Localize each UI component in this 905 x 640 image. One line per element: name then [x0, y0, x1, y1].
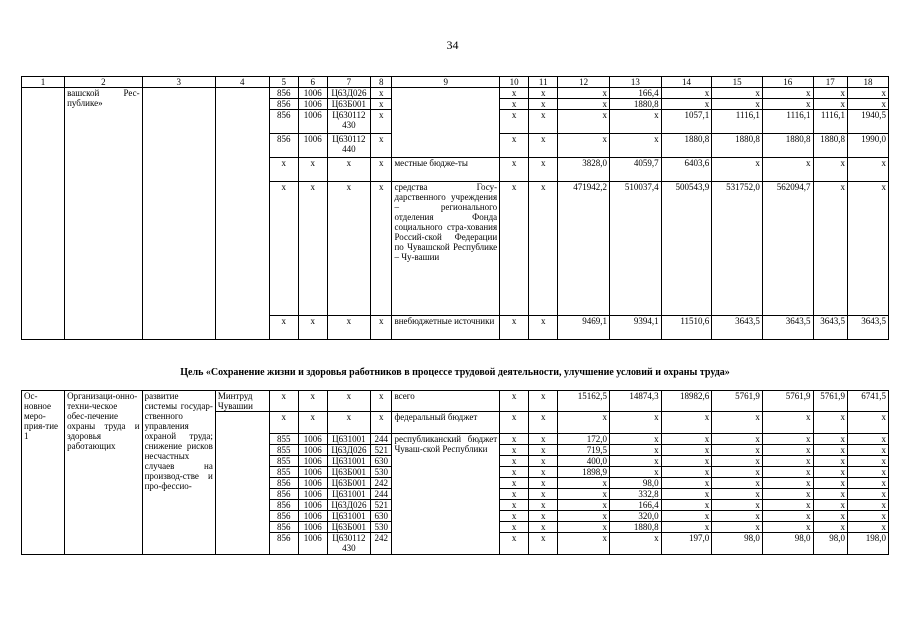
section-cell: 1006 — [298, 134, 327, 158]
value-c11: х — [529, 500, 558, 511]
value-c12: 471942,2 — [558, 182, 610, 316]
value-c10: х — [500, 500, 529, 511]
section-cell: 1006 — [298, 88, 327, 99]
value-c13: 4059,7 — [609, 158, 661, 182]
value-c10: х — [500, 489, 529, 500]
expense-type-cell: 244 — [370, 434, 392, 445]
value-c17: 1880,8 — [813, 134, 847, 158]
value-c12: х — [558, 500, 610, 511]
target-article-cell: х — [327, 412, 370, 434]
column-number-15: 15 — [712, 77, 763, 88]
value-c17: 3643,5 — [813, 316, 847, 340]
value-c17: х — [813, 158, 847, 182]
value-c16: х — [762, 412, 813, 434]
executor-cell: Минтруд Чувашии — [215, 391, 269, 412]
value-c14: х — [661, 445, 712, 456]
value-c10: х — [500, 412, 529, 434]
value-c14: х — [661, 489, 712, 500]
target-article-cell: Ц631001 — [327, 434, 370, 445]
page-number: 34 — [446, 38, 459, 52]
expense-type-cell: х — [370, 158, 392, 182]
value-c12: х — [558, 88, 610, 99]
value-c17: х — [813, 445, 847, 456]
cell-col3 — [142, 88, 215, 340]
funding-source-cell — [392, 88, 500, 158]
value-c11: х — [529, 511, 558, 522]
value-c11: х — [529, 316, 558, 340]
column-number-11: 11 — [529, 77, 558, 88]
value-c15: х — [712, 434, 763, 445]
value-c17: х — [813, 500, 847, 511]
grbs-cell: 856 — [269, 88, 298, 99]
target-article-cell: Ц63Б001 — [327, 522, 370, 533]
value-c12: 9469,1 — [558, 316, 610, 340]
value-c12: х — [558, 110, 610, 134]
value-c15: х — [712, 478, 763, 489]
value-c10: х — [500, 182, 529, 316]
value-c10: х — [500, 511, 529, 522]
grbs-cell: 855 — [269, 434, 298, 445]
value-c16: х — [762, 445, 813, 456]
column-number-2: 2 — [65, 77, 143, 88]
value-c17: х — [813, 467, 847, 478]
program-name-cell: вашской Рес-публике» — [65, 88, 143, 340]
value-c16: х — [762, 467, 813, 478]
funding-source-cell: федеральный бюджет — [392, 412, 500, 434]
value-c16: х — [762, 500, 813, 511]
grbs-cell: х — [269, 316, 298, 340]
section-cell: 1006 — [298, 533, 327, 555]
value-c10: х — [500, 478, 529, 489]
value-c16: х — [762, 478, 813, 489]
value-c17: х — [813, 182, 847, 316]
value-c16: х — [762, 434, 813, 445]
value-c13: 166,4 — [609, 500, 661, 511]
value-c16: х — [762, 489, 813, 500]
expense-type-cell: х — [370, 182, 392, 316]
value-c16: 98,0 — [762, 533, 813, 555]
value-c17: х — [813, 522, 847, 533]
value-c10: х — [500, 134, 529, 158]
grbs-cell: 856 — [269, 489, 298, 500]
value-c18: 3643,5 — [847, 316, 888, 340]
grbs-cell: 856 — [269, 522, 298, 533]
value-c18: х — [847, 434, 888, 445]
activity-number-cell: Ос-новное меро-прия-тие 1 — [22, 391, 65, 555]
funding-source-cell: средства Госу-дарственного учреждения – регионального отделения Фонда социального стра-хования Россий-ской Федерации по Чувашской Республике – Чу-вашии — [392, 182, 500, 316]
table-row — [22, 391, 889, 412]
expense-type-cell: х — [370, 110, 392, 134]
target-article-cell: х — [327, 316, 370, 340]
value-c16: х — [762, 511, 813, 522]
column-number-18: 18 — [847, 77, 888, 88]
value-c16: 1880,8 — [762, 134, 813, 158]
column-number-5: 5 — [269, 77, 298, 88]
value-c14: 1057,1 — [661, 110, 712, 134]
section-cell: 1006 — [298, 434, 327, 445]
value-c18: х — [847, 522, 888, 533]
column-number-4: 4 — [215, 77, 269, 88]
value-c18: х — [847, 467, 888, 478]
target-article-cell: Ц630112 430 — [327, 533, 370, 555]
value-c10: х — [500, 316, 529, 340]
value-c17: х — [813, 489, 847, 500]
value-c11: х — [529, 134, 558, 158]
value-c10: х — [500, 88, 529, 99]
expense-type-cell: 630 — [370, 511, 392, 522]
grbs-cell: 856 — [269, 110, 298, 134]
column-number-8: 8 — [370, 77, 392, 88]
grbs-cell: 856 — [269, 134, 298, 158]
section-cell: х — [298, 316, 327, 340]
column-number-16: 16 — [762, 77, 813, 88]
value-c15: х — [712, 99, 763, 110]
value-c15: 3643,5 — [712, 316, 763, 340]
value-c14: х — [661, 467, 712, 478]
value-c17: х — [813, 456, 847, 467]
value-c17: 98,0 — [813, 533, 847, 555]
section-cell: 1006 — [298, 445, 327, 456]
value-c11: х — [529, 88, 558, 99]
section-cell: 1006 — [298, 511, 327, 522]
funding-source-cell: всего — [392, 391, 500, 412]
section-cell: 1006 — [298, 99, 327, 110]
column-number-13: 13 — [609, 77, 661, 88]
value-c15: 1116,1 — [712, 110, 763, 134]
executor-cell-continued — [215, 412, 269, 555]
value-c14: х — [661, 88, 712, 99]
expense-type-cell: 530 — [370, 467, 392, 478]
value-c11: х — [529, 533, 558, 555]
value-c14: х — [661, 412, 712, 434]
value-c15: 1880,8 — [712, 134, 763, 158]
target-article-cell: Ц631001 — [327, 511, 370, 522]
target-article-cell: х — [327, 158, 370, 182]
target-article-cell: Ц63Б001 — [327, 99, 370, 110]
expense-type-cell: 530 — [370, 522, 392, 533]
grbs-cell: 856 — [269, 478, 298, 489]
value-c15: 531752,0 — [712, 182, 763, 316]
value-c16: 5761,9 — [762, 391, 813, 412]
value-c12: х — [558, 478, 610, 489]
grbs-cell: 856 — [269, 511, 298, 522]
value-c14: х — [661, 434, 712, 445]
expected-result-cell: развитие системы государ-ственного управления охраной труда; снижение рисков несчастных случаев на производ-стве и про-фессио- — [142, 391, 215, 555]
value-c18: х — [847, 412, 888, 434]
value-c14: 500543,9 — [661, 182, 712, 316]
value-c11: х — [529, 522, 558, 533]
section-cell: 1006 — [298, 500, 327, 511]
value-c18: х — [847, 88, 888, 99]
goal-title: Цель «Сохранение жизни и здоровья работников в процессе трудовой деятельности, улучшение условий и охраны труда» — [180, 367, 730, 378]
grbs-cell: х — [269, 391, 298, 412]
value-c12: х — [558, 99, 610, 110]
value-c13: х — [609, 456, 661, 467]
budget-table-continued — [21, 76, 889, 340]
target-article-cell: х — [327, 182, 370, 316]
value-c15: 98,0 — [712, 533, 763, 555]
value-c18: х — [847, 99, 888, 110]
column-number-1: 1 — [22, 77, 65, 88]
value-c10: х — [500, 522, 529, 533]
value-c18: 198,0 — [847, 533, 888, 555]
section-cell: 1006 — [298, 478, 327, 489]
column-number-10: 10 — [500, 77, 529, 88]
value-c11: х — [529, 456, 558, 467]
cell-col1 — [22, 88, 65, 340]
expense-type-cell: х — [370, 99, 392, 110]
section-cell: х — [298, 412, 327, 434]
value-c16: 1116,1 — [762, 110, 813, 134]
expense-type-cell: 242 — [370, 533, 392, 555]
value-c18: х — [847, 478, 888, 489]
value-c10: х — [500, 434, 529, 445]
section-cell: х — [298, 391, 327, 412]
activity-name-cell: Организаци-онно-техни-ческое обес-печение охраны труда и здоровья работающих — [65, 391, 143, 555]
value-c10: х — [500, 533, 529, 555]
expense-type-cell: 521 — [370, 445, 392, 456]
expense-type-cell: х — [370, 88, 392, 99]
value-c11: х — [529, 412, 558, 434]
value-c10: х — [500, 445, 529, 456]
value-c15: 5761,9 — [712, 391, 763, 412]
value-c12: х — [558, 489, 610, 500]
value-c17: 5761,9 — [813, 391, 847, 412]
value-c16: 3643,5 — [762, 316, 813, 340]
grbs-cell: 855 — [269, 445, 298, 456]
value-c12: х — [558, 412, 610, 434]
value-c11: х — [529, 467, 558, 478]
value-c14: х — [661, 456, 712, 467]
value-c11: х — [529, 478, 558, 489]
value-c13: 1880,8 — [609, 99, 661, 110]
value-c13: 320,0 — [609, 511, 661, 522]
value-c17: х — [813, 412, 847, 434]
column-number-12: 12 — [558, 77, 610, 88]
value-c16: х — [762, 522, 813, 533]
table-bottom-body — [22, 391, 889, 555]
value-c15: х — [712, 158, 763, 182]
section-cell: 1006 — [298, 110, 327, 134]
value-c12: 1898,9 — [558, 467, 610, 478]
value-c15: х — [712, 489, 763, 500]
value-c17: х — [813, 478, 847, 489]
value-c11: х — [529, 434, 558, 445]
column-number-14: 14 — [661, 77, 712, 88]
value-c12: 172,0 — [558, 434, 610, 445]
value-c12: х — [558, 533, 610, 555]
target-article-cell: Ц63Б001 — [327, 467, 370, 478]
section-cell: 1006 — [298, 467, 327, 478]
value-c17: х — [813, 511, 847, 522]
target-article-cell: Ц63Д026 — [327, 500, 370, 511]
value-c13: 1880,8 — [609, 522, 661, 533]
column-number-9: 9 — [392, 77, 500, 88]
value-c16: х — [762, 99, 813, 110]
value-c11: х — [529, 110, 558, 134]
value-c11: х — [529, 391, 558, 412]
value-c13: 166,4 — [609, 88, 661, 99]
value-c13: 9394,1 — [609, 316, 661, 340]
value-c10: х — [500, 391, 529, 412]
value-c15: х — [712, 456, 763, 467]
section-cell: 1006 — [298, 456, 327, 467]
table-top-body — [22, 77, 889, 340]
value-c14: х — [661, 500, 712, 511]
value-c18: х — [847, 158, 888, 182]
target-article-cell: Ц630112 430 — [327, 110, 370, 134]
column-number-3: 3 — [142, 77, 215, 88]
value-c10: х — [500, 456, 529, 467]
value-c16: х — [762, 158, 813, 182]
value-c13: х — [609, 110, 661, 134]
value-c11: х — [529, 99, 558, 110]
value-c13: х — [609, 134, 661, 158]
value-c14: 1880,8 — [661, 134, 712, 158]
expense-type-cell: 630 — [370, 456, 392, 467]
column-number-6: 6 — [298, 77, 327, 88]
value-c16: х — [762, 88, 813, 99]
value-c15: х — [712, 522, 763, 533]
section-cell: х — [298, 182, 327, 316]
target-article-cell: Ц631001 — [327, 489, 370, 500]
expense-type-cell: х — [370, 134, 392, 158]
value-c13: 14874,3 — [609, 391, 661, 412]
value-c15: х — [712, 412, 763, 434]
grbs-cell: х — [269, 158, 298, 182]
value-c14: х — [661, 478, 712, 489]
value-c13: х — [609, 445, 661, 456]
value-c13: х — [609, 434, 661, 445]
expense-type-cell: 244 — [370, 489, 392, 500]
value-c15: х — [712, 445, 763, 456]
target-article-cell: х — [327, 391, 370, 412]
value-c18: 6741,5 — [847, 391, 888, 412]
value-c14: 197,0 — [661, 533, 712, 555]
value-c12: х — [558, 511, 610, 522]
value-c12: 719,5 — [558, 445, 610, 456]
value-c13: х — [609, 412, 661, 434]
value-c18: х — [847, 511, 888, 522]
value-c18: х — [847, 182, 888, 316]
funding-source-cell: республиканский бюджет Чуваш-ской Республики — [392, 434, 500, 555]
value-c17: х — [813, 99, 847, 110]
value-c16: 562094,7 — [762, 182, 813, 316]
value-c13: 98,0 — [609, 478, 661, 489]
target-article-cell: Ц630112 440 — [327, 134, 370, 158]
section-cell: 1006 — [298, 489, 327, 500]
value-c18: х — [847, 500, 888, 511]
value-c18: х — [847, 456, 888, 467]
value-c15: х — [712, 467, 763, 478]
funding-source-cell: внебюджетные источники — [392, 316, 500, 340]
value-c10: х — [500, 467, 529, 478]
value-c16: х — [762, 456, 813, 467]
expense-type-cell: 521 — [370, 500, 392, 511]
value-c14: 18982,6 — [661, 391, 712, 412]
grbs-cell: 855 — [269, 467, 298, 478]
grbs-cell: 855 — [269, 456, 298, 467]
expense-type-cell: 242 — [370, 478, 392, 489]
value-c13: 332,8 — [609, 489, 661, 500]
value-c18: 1990,0 — [847, 134, 888, 158]
expense-type-cell: х — [370, 391, 392, 412]
value-c10: х — [500, 158, 529, 182]
value-c12: х — [558, 134, 610, 158]
value-c14: х — [661, 99, 712, 110]
value-c11: х — [529, 489, 558, 500]
expense-type-cell: х — [370, 316, 392, 340]
value-c12: 400,0 — [558, 456, 610, 467]
value-c14: 11510,6 — [661, 316, 712, 340]
value-c12: 15162,5 — [558, 391, 610, 412]
target-article-cell: Ц63Д026 — [327, 445, 370, 456]
value-c12: 3828,0 — [558, 158, 610, 182]
value-c14: 6403,6 — [661, 158, 712, 182]
value-c17: х — [813, 434, 847, 445]
value-c18: х — [847, 489, 888, 500]
column-number-7: 7 — [327, 77, 370, 88]
funding-source-cell: местные бюдже-ты — [392, 158, 500, 182]
grbs-cell: 856 — [269, 533, 298, 555]
section-cell: х — [298, 158, 327, 182]
value-c10: х — [500, 110, 529, 134]
value-c17: 1116,1 — [813, 110, 847, 134]
grbs-cell: х — [269, 182, 298, 316]
grbs-cell: 856 — [269, 500, 298, 511]
budget-table-goal — [21, 390, 889, 555]
grbs-cell: х — [269, 412, 298, 434]
value-c11: х — [529, 158, 558, 182]
expense-type-cell: х — [370, 412, 392, 434]
value-c13: х — [609, 467, 661, 478]
value-c13: х — [609, 533, 661, 555]
table-row — [22, 88, 889, 99]
value-c10: х — [500, 99, 529, 110]
target-article-cell: Ц631001 — [327, 456, 370, 467]
value-c15: х — [712, 511, 763, 522]
value-c13: 510037,4 — [609, 182, 661, 316]
value-c15: х — [712, 500, 763, 511]
value-c14: х — [661, 522, 712, 533]
section-cell: 1006 — [298, 522, 327, 533]
value-c12: х — [558, 522, 610, 533]
grbs-cell: 856 — [269, 99, 298, 110]
column-number-17: 17 — [813, 77, 847, 88]
value-c11: х — [529, 445, 558, 456]
target-article-cell: Ц63Д026 — [327, 88, 370, 99]
target-article-cell: Ц63Б001 — [327, 478, 370, 489]
cell-col4 — [215, 88, 269, 340]
value-c18: х — [847, 445, 888, 456]
value-c11: х — [529, 182, 558, 316]
value-c15: х — [712, 88, 763, 99]
value-c17: х — [813, 88, 847, 99]
value-c14: х — [661, 511, 712, 522]
value-c18: 1940,5 — [847, 110, 888, 134]
column-number-row — [22, 77, 889, 88]
